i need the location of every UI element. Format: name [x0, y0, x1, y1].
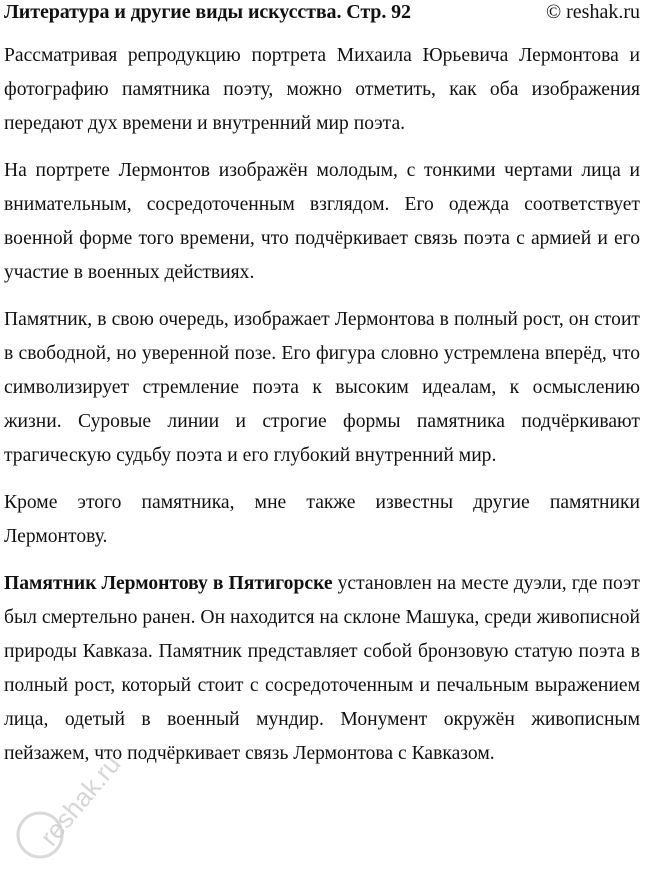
page-header [4, 0, 640, 24]
paragraph-monument: Памятник, в свою очередь, изображает Лермонтова в полный рост, он стоит в свободной, но уверенной позе. Его фигура словно устремлена вперёд, что символизирует стремление поэта к высоким идеалам, к осмыслению жизни. Суровые линии и строгие формы памятника подчёркивают трагическую судьбу поэта и его глубокий внутренний мир. [4, 309, 640, 466]
pyatigorsk-heading: Памятник Лермонтову в Пятигорске [4, 573, 333, 594]
paragraph-intro: Рассматривая репродукцию портрета Михаила Юрьевича Лермонтова и фотографию памятника поэту, можно отметить, как оба изображения передают дух времени и внутренний мир поэта. [4, 45, 640, 134]
paragraph-portrait: На портрете Лермонтов изображён молодым, с тонкими чертами лица и внимательным, сосредоточенным взглядом. Его одежда соответствует военной форме того времени, что подчёркивает связь поэта с армией и его участие в военных действиях. [4, 160, 640, 283]
paragraph-other-monuments: Кроме этого памятника, мне также известны другие памятники Лермонтову. [4, 492, 640, 547]
watermark-text: reshak.ru [33, 749, 127, 852]
document-body [4, 39, 640, 771]
page-title: Литература и другие виды искусства. Стр. 92 [4, 0, 411, 23]
site-credit: © reshak.ru [545, 0, 640, 23]
pyatigorsk-text: установлен на месте дуэли, где поэт был смертельно ранен. Он находится на склоне Машука, среди живописной природы Кавказа. Памятник представляет собой бронзовую статую поэта в полный рост, который стоит с сосредоточенным и печальным выражением лица, одетый в военный мундир. Монумент окружён живописным пейзажем, что подчёркивает связь Лермонтова с Кавказом. [4, 573, 640, 764]
watermark-circle-icon [18, 813, 62, 857]
paragraph-pyatigorsk [4, 567, 640, 771]
